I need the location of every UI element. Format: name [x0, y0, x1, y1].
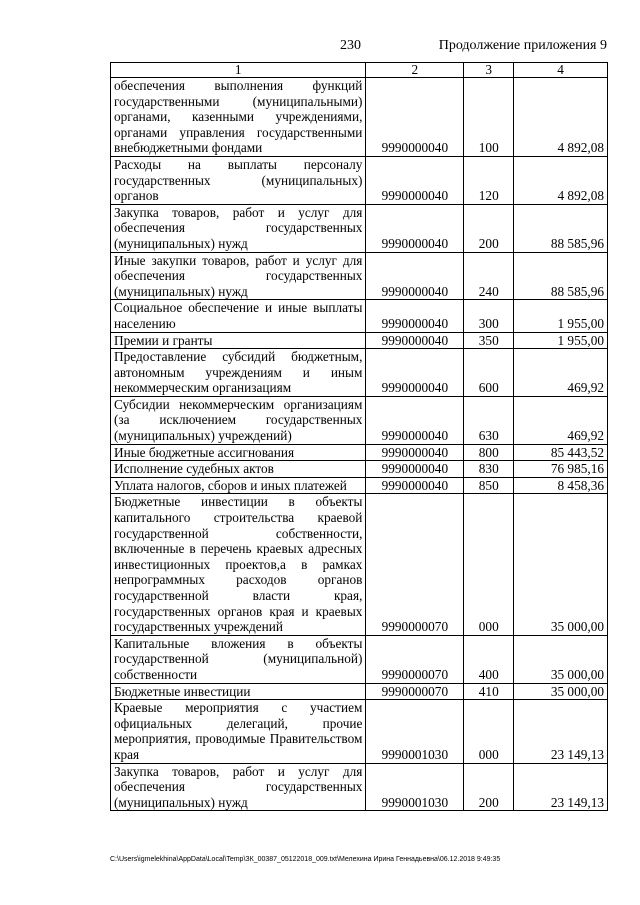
continuation-label: Продолжение приложения 9: [438, 38, 607, 53]
budget-table: [110, 62, 608, 811]
row-type-cell: 200: [464, 204, 514, 252]
row-code-cell: 9990000040: [366, 477, 464, 494]
row-name-cell: Закупка товаров, работ и услуг для обеспечения государственных (муниципальных) нужд: [111, 763, 366, 811]
row-type-cell: 600: [464, 349, 514, 397]
column-header-name: 1: [111, 63, 366, 78]
row-type-cell: 240: [464, 252, 514, 300]
table-row: [111, 700, 608, 763]
row-name-cell: Премии и гранты: [111, 332, 366, 349]
table-row: [111, 444, 608, 461]
table-row: [111, 349, 608, 397]
table-row: [111, 300, 608, 332]
row-amount-cell: 469,92: [514, 349, 608, 397]
table-row: [111, 477, 608, 494]
footer-file-path: C:\Users\igmelekhina\AppData\Local\Temp\ЗК_00387_05122018_009.txt\Мелехина Ирина Геннадьевна\06.12.2018 9:49:35: [110, 856, 501, 863]
column-header-type: 3: [464, 63, 514, 78]
row-amount-cell: 4 892,08: [514, 156, 608, 204]
row-code-cell: 9990000040: [366, 300, 464, 332]
row-amount-cell: 76 985,16: [514, 461, 608, 478]
table-row: [111, 763, 608, 811]
row-code-cell: 9990000070: [366, 683, 464, 700]
row-amount-cell: 23 149,13: [514, 763, 608, 811]
row-amount-cell: 35 000,00: [514, 635, 608, 683]
row-name-cell: Капитальные вложения в объекты государственной (муниципальной) собственности: [111, 635, 366, 683]
table-row: [111, 683, 608, 700]
row-name-cell: Бюджетные инвестиции: [111, 683, 366, 700]
row-type-cell: 800: [464, 444, 514, 461]
row-amount-cell: 23 149,13: [514, 700, 608, 763]
row-type-cell: 350: [464, 332, 514, 349]
row-type-cell: 850: [464, 477, 514, 494]
row-name-cell: Исполнение судебных актов: [111, 461, 366, 478]
page-number: 230: [340, 38, 361, 53]
row-type-cell: 100: [464, 78, 514, 157]
row-code-cell: 9990000040: [366, 349, 464, 397]
table-row: [111, 332, 608, 349]
row-amount-cell: 35 000,00: [514, 494, 608, 635]
row-code-cell: 9990000070: [366, 635, 464, 683]
table-row: [111, 635, 608, 683]
row-name-cell: Иные закупки товаров, работ и услуг для обеспечения государственных (муниципальных) нужд: [111, 252, 366, 300]
table-row: [111, 252, 608, 300]
row-type-cell: 410: [464, 683, 514, 700]
row-code-cell: 9990000040: [366, 156, 464, 204]
row-amount-cell: 88 585,96: [514, 204, 608, 252]
row-amount-cell: 4 892,08: [514, 78, 608, 157]
row-amount-cell: 88 585,96: [514, 252, 608, 300]
row-name-cell: Краевые мероприятия с участием официальных делегаций, прочие мероприятия, проводимые Правительством края: [111, 700, 366, 763]
row-code-cell: 9990000040: [366, 252, 464, 300]
column-header-code: 2: [366, 63, 464, 78]
row-name-cell: Расходы на выплаты персоналу государственных (муниципальных) органов: [111, 156, 366, 204]
row-code-cell: 9990000070: [366, 494, 464, 635]
table-row: [111, 461, 608, 478]
row-code-cell: 9990001030: [366, 763, 464, 811]
table-row: [111, 78, 608, 157]
row-amount-cell: 85 443,52: [514, 444, 608, 461]
row-type-cell: 000: [464, 700, 514, 763]
table-row: [111, 396, 608, 444]
row-amount-cell: 8 458,36: [514, 477, 608, 494]
row-type-cell: 400: [464, 635, 514, 683]
row-type-cell: 630: [464, 396, 514, 444]
row-type-cell: 000: [464, 494, 514, 635]
row-amount-cell: 1 955,00: [514, 300, 608, 332]
table-row: [111, 494, 608, 635]
table-row: [111, 156, 608, 204]
row-name-cell: Предоставление субсидий бюджетным, автономным учреждениям и иным некоммерческим организациям: [111, 349, 366, 397]
row-code-cell: 9990000040: [366, 78, 464, 157]
row-name-cell: Иные бюджетные ассигнования: [111, 444, 366, 461]
row-name-cell: Бюджетные инвестиции в объекты капитального строительства краевой государственной собственности, включенные в перечень краевых адресных инвестиционных проектов,а в рамках непрограммных расходов органов государственной власти края, государственных органов края и краевых государственных учреждений: [111, 494, 366, 635]
row-name-cell: Социальное обеспечение и иные выплаты населению: [111, 300, 366, 332]
row-code-cell: 9990000040: [366, 461, 464, 478]
row-code-cell: 9990000040: [366, 396, 464, 444]
table-row: [111, 204, 608, 252]
row-type-cell: 120: [464, 156, 514, 204]
row-name-cell: обеспечения выполнения функций государственными (муниципальными) органами, казенными учреждениями, органами управления государственными внебюджетными фондами: [111, 78, 366, 157]
row-name-cell: Закупка товаров, работ и услуг для обеспечения государственных (муниципальных) нужд: [111, 204, 366, 252]
row-code-cell: 9990001030: [366, 700, 464, 763]
row-type-cell: 200: [464, 763, 514, 811]
table-header-row: [111, 63, 608, 78]
row-name-cell: Уплата налогов, сборов и иных платежей: [111, 477, 366, 494]
row-amount-cell: 1 955,00: [514, 332, 608, 349]
column-header-amount: 4: [514, 63, 608, 78]
row-code-cell: 9990000040: [366, 332, 464, 349]
row-amount-cell: 469,92: [514, 396, 608, 444]
row-type-cell: 830: [464, 461, 514, 478]
row-amount-cell: 35 000,00: [514, 683, 608, 700]
row-type-cell: 300: [464, 300, 514, 332]
row-name-cell: Субсидии некоммерческим организациям (за исключением государственных (муниципальных) учреждений): [111, 396, 366, 444]
row-code-cell: 9990000040: [366, 444, 464, 461]
row-code-cell: 9990000040: [366, 204, 464, 252]
